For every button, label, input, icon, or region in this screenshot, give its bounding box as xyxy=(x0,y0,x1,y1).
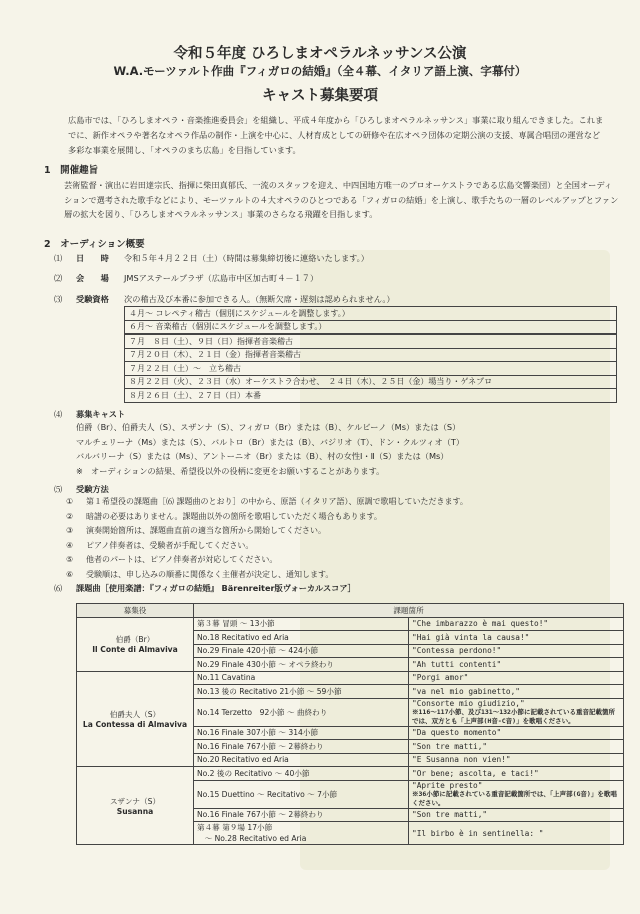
schedule-cell: ７月２２日（土）～ 立ち稽古 xyxy=(125,362,617,376)
cast-note: ※ オーディションの結果、希望役以外の役柄に変更をお願いすることがあります。 xyxy=(76,465,385,476)
range-cell: No.16 Finale 307小節 ～ 314小節 xyxy=(194,726,409,740)
range-cell: No.14 Terzetto 92小節 ～ 曲終わり xyxy=(194,698,409,726)
qualification-label: 受験資格 xyxy=(76,294,109,304)
venue-label: 会 場 xyxy=(76,273,109,283)
schedule-cell: ７月２０日（木）、２１日（金）指揮者音楽稽古 xyxy=(125,348,617,362)
lyric-text: "Aprite presto" xyxy=(412,780,483,790)
lyric-cell xyxy=(409,698,624,726)
document-heading: キャスト募集要項 xyxy=(262,88,378,104)
lyric-text: "Or bene; ascolta, e taci!" xyxy=(412,768,539,778)
range-cell: No.18 Recitativo ed Aria xyxy=(194,631,409,645)
role-japanese: 伯爵（Br） xyxy=(115,635,155,644)
schedule-cell: ８月２６日（土）、２７日（日）本番 xyxy=(125,389,617,403)
schedule-table-production xyxy=(124,334,617,403)
range-cell: 第４幕 第９場 17小節 ～ No.28 Recitativo ed Aria xyxy=(194,822,409,845)
schedule-cell: ４月～ コレペティ稽古（個別にスケジュールを調整します。） xyxy=(125,307,617,321)
lyric-note: ※36小節に記載されている重音記載箇所では、「上声部(G音)」を歌唱ください。 xyxy=(412,789,617,807)
method-text: 暗譜の必要はありません。課題曲以外の箇所を歌唱していただく場合もあります。 xyxy=(86,511,382,521)
method-item xyxy=(66,539,596,554)
range-cell: No.16 Finale 767小節 ～ 2幕終わり xyxy=(194,740,409,754)
item-marker: ④ xyxy=(66,540,74,550)
section-1-body: 芸術監督・演出に岩田達宗氏、指揮に柴田真郁氏、一流のスタッフを迎え、中四国地方唯一のプロオーケストラである広島交響楽団）と全国オーディションで選考された歌手などにより、モーツァルトの４大オペラのひとつである「フィガロの結婚」を上演し、歌手たちの一層のレベルアップとファン層の拡大を図り、「ひろしまオペラルネッサンス」事業のさらなる飛躍を目指します。 xyxy=(64,180,619,219)
schedule-table-rehearsal xyxy=(124,306,617,334)
lyric-cell xyxy=(409,658,624,672)
range-cell: No.29 Finale 420小節 ～ 424小節 xyxy=(194,644,409,658)
document-title: 令和５年度 ひろしまオペラルネッサンス公演 xyxy=(173,46,467,62)
method-text: 他者のパートは、ピアノ伴奏者が対応してください。 xyxy=(86,555,278,564)
header-role: 募集役 xyxy=(77,604,194,618)
schedule-row xyxy=(125,362,617,376)
lyric-text: "Ah tutti contenti" xyxy=(412,659,502,669)
method-item xyxy=(66,495,596,510)
item-number: ⑹ xyxy=(54,583,63,593)
schedule-row xyxy=(125,307,617,321)
range-cell: No.2 後の Recitativo ～ 40小節 xyxy=(194,767,409,781)
schedule-row xyxy=(125,375,617,389)
range-cell: No.20 Recitativo ed Aria xyxy=(194,753,409,767)
schedule-row xyxy=(125,335,617,349)
lyric-cell xyxy=(409,753,624,767)
lyric-cell xyxy=(409,740,624,754)
schedule-cell: ６月～ 音楽稽古（個別にスケジュールを調整します。） xyxy=(125,320,617,334)
lyric-text: "Consorte mio giudizio," xyxy=(412,698,525,708)
lyric-cell xyxy=(409,685,624,699)
date-value: 令和５年４月２２日（土）（時間は募集締切後に連絡いたします。） xyxy=(124,253,369,263)
schedule-row xyxy=(125,389,617,403)
role-italian: Susanna xyxy=(116,806,154,816)
section-1-title: 1 開催趣旨 xyxy=(44,165,99,176)
method-item xyxy=(66,510,596,525)
item-number: ⑸ xyxy=(54,484,63,494)
lyric-cell xyxy=(409,617,624,631)
schedule-cell: ７月 ８日（土）、９日（日）指揮者音楽稽古 xyxy=(125,335,617,349)
cast-line: バルバリーナ（S）または（Ms）、アントーニオ（Br）または（B）、村の女性Ⅰ・Ⅱ（S）または（Ms） xyxy=(76,451,449,461)
lyric-text: "E Susanna non vien!" xyxy=(412,755,511,765)
range-cell: No.13 後の Recitativo 21小節 ～ 59小節 xyxy=(194,685,409,699)
method-item xyxy=(66,568,596,583)
item-marker: ① xyxy=(66,497,74,506)
method-text: 受験順は、申し込みの順番に関係なく主催者が決定し、通知します。 xyxy=(86,569,334,579)
role-italian: La Contessa di Almaviva xyxy=(82,719,188,729)
venue-value: JMSアステールプラザ（広島市中区加古町４－１７） xyxy=(124,273,319,283)
lyric-cell xyxy=(409,808,624,822)
header-range: 課題箇所 xyxy=(194,604,624,618)
range-cell: 第３幕 冒頭 ～ 13小節 xyxy=(194,617,409,631)
lyric-text: "Hai già vinta la causa!" xyxy=(412,632,530,642)
method-text: 第１希望役の課題曲［⑹ 課題曲のとおり］の中から、原語（イタリア語）、原調で歌唱していただきます。 xyxy=(86,497,468,506)
range-cell: No.16 Finale 767小節 ～ 2幕終わり xyxy=(194,808,409,822)
role-italian: Il Conte di Almaviva xyxy=(92,645,178,654)
cast-line: 伯爵（Br）、伯爵夫人（S）、スザンナ（S）、フィガロ（Br）または（B）、ケルビーノ（Ms）または（S） xyxy=(76,422,461,432)
table-row xyxy=(77,767,624,781)
range-cell: No.15 Duettino ～ Recitativo ～ 7小節 xyxy=(194,780,409,808)
range-cell: No.11 Cavatina xyxy=(194,671,409,685)
lyric-text: "va nel mio gabinetto," xyxy=(412,686,520,696)
method-text: 演奏開始箇所は、課題曲直前の適当な箇所から開始してください。 xyxy=(86,526,326,535)
lyric-cell xyxy=(409,780,624,808)
role-cell xyxy=(77,617,194,671)
role-cell xyxy=(77,767,194,845)
item-number: ⑷ xyxy=(54,409,63,419)
qualification-value: 次の稽古及び本番に参加できる人。（無断欠席・遅刻は認められません。） xyxy=(124,294,395,304)
cast-line: マルチェリーナ（Ms）または（S）、バルトロ（Br）または（B）、バジリオ（T）、ドン・クルツィオ（T） xyxy=(76,436,465,447)
item-number: ⑵ xyxy=(54,273,63,283)
lyric-cell xyxy=(409,767,624,781)
cast-list xyxy=(76,420,621,478)
method-label: 受験方法 xyxy=(76,484,109,494)
lyric-cell xyxy=(409,726,624,740)
schedule-row xyxy=(125,320,617,334)
lyric-text: "Son tre matti," xyxy=(412,810,488,820)
method-text: ピアノ伴奏者は、受験者が手配してください。 xyxy=(86,540,254,550)
lyric-cell xyxy=(409,822,624,845)
item-marker: ② xyxy=(66,511,74,521)
range-cell: No.29 Finale 430小節 ～ オペラ終わり xyxy=(194,658,409,672)
lyric-cell xyxy=(409,671,624,685)
section-2-title: 2 オーディション概要 xyxy=(44,239,145,250)
date-label: 日 時 xyxy=(76,253,109,263)
item-marker: ⑥ xyxy=(66,569,74,579)
lyric-cell xyxy=(409,644,624,658)
item-number: ⑴ xyxy=(54,253,63,263)
item-number: ⑶ xyxy=(54,294,63,304)
table-row xyxy=(77,671,624,685)
repertoire-body xyxy=(77,617,624,845)
method-item xyxy=(66,553,596,568)
method-item xyxy=(66,524,596,539)
method-list xyxy=(66,495,596,582)
item-marker: ⑤ xyxy=(66,555,74,564)
lyric-text: "Da questo momento" xyxy=(412,728,502,738)
table-header-row xyxy=(77,604,624,618)
lyric-cell xyxy=(409,631,624,645)
item-marker: ③ xyxy=(66,526,74,535)
document-subtitle: W.A.モーツァルト作曲『フィガロの結婚』（全４幕、イタリア語上演、字幕付） xyxy=(113,64,527,78)
lyric-text: "Contessa perdono!" xyxy=(412,646,502,656)
lyric-note: ※116～117小節、及び131～132小節に記載されている重音記載箇所では、双方とも「上声部(H音-C音)」を歌唱ください。 xyxy=(412,707,615,725)
table-row xyxy=(77,617,624,631)
schedule-cell: ８月２２日（火）、２３日（水）オーケストラ合わせ、 ２４日（木）、２５日（金）場当り・ゲネプロ xyxy=(125,375,617,389)
repertoire-table xyxy=(76,603,624,845)
cast-label: 募集キャスト xyxy=(76,409,126,419)
lyric-text: "Son tre matti," xyxy=(412,741,488,751)
role-japanese: 伯爵夫人（S） xyxy=(109,709,161,719)
lyric-text: "Il birbo è in sentinella: " xyxy=(412,828,544,838)
intro-paragraph: 広島市では、「ひろしまオペラ・音楽推進委員会」を組織し、平成４年度から「ひろしまオペラルネッサンス」事業に取り組んできました。これまでに、新作オペラや著名なオペラ作品の制作・上演を中心に、人材育成としての研修や在広オペラ団体の定期公演の支援、専属合唱団の運営など多彩な事業を展開し、「オペラのまち広島」を目指しています。 xyxy=(68,115,604,155)
repertoire-label: 課題曲［使用楽譜：『フィガロの結婚』 Bärenreiter版ヴォーカルスコア］ xyxy=(76,583,356,593)
schedule-row xyxy=(125,348,617,362)
role-cell xyxy=(77,671,194,767)
lyric-text: "Porgi amor" xyxy=(412,673,469,683)
lyric-text: "Che imbarazzo è mai questo!" xyxy=(412,619,549,629)
role-japanese: スザンナ（S） xyxy=(109,796,161,806)
